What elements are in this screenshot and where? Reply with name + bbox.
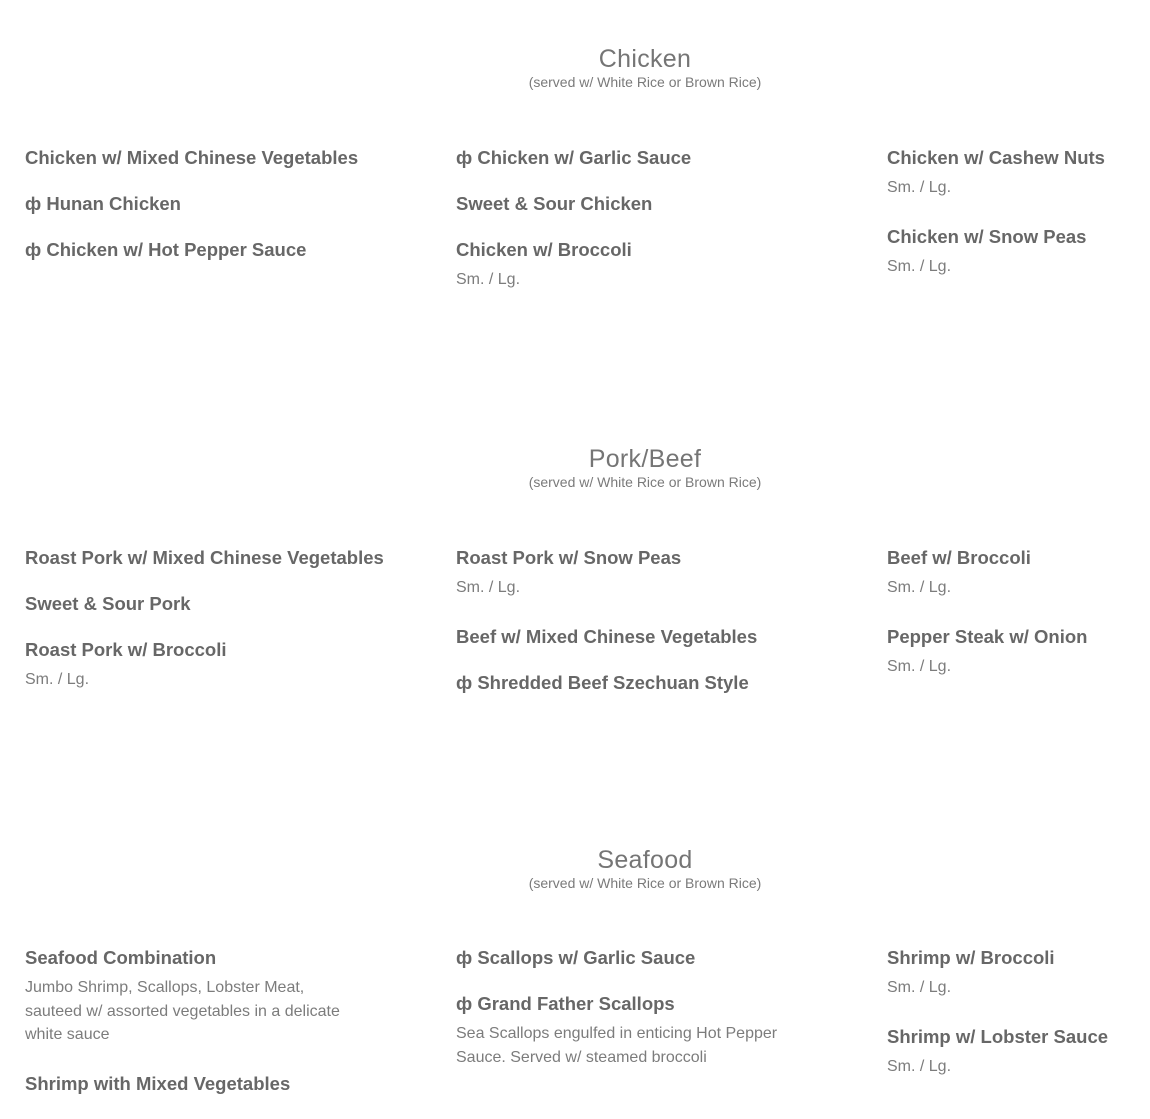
menu-item[interactable] <box>25 639 425 691</box>
menu-item[interactable] <box>887 1026 1147 1078</box>
menu-item-name: Shrimp w/ Lobster Sauce <box>887 1026 1109 1047</box>
menu-item[interactable] <box>456 147 856 169</box>
menu-item-name: Roast Pork w/ Mixed Chinese Vegetables <box>25 547 384 568</box>
menu-item-name: Shrimp w/ Broccoli <box>887 947 1055 968</box>
menu-item[interactable] <box>456 193 856 215</box>
menu-item[interactable] <box>456 672 856 694</box>
menu-item-name: Seafood Combination <box>25 947 217 968</box>
menu-item[interactable] <box>25 147 425 169</box>
menu-item-sizes: Sm. / Lg. <box>25 671 90 688</box>
section-title: Seafood <box>597 846 693 874</box>
menu-item-name: ф Chicken w/ Garlic Sauce <box>456 147 692 168</box>
menu-item[interactable] <box>887 226 1147 278</box>
menu-column <box>25 147 425 285</box>
menu-item[interactable] <box>456 993 856 1069</box>
menu-item[interactable] <box>25 947 425 1047</box>
menu-item[interactable] <box>887 147 1147 199</box>
menu-item-sizes: Sm. / Lg. <box>887 979 952 996</box>
menu-item-name: ф Grand Father Scallops <box>456 993 675 1014</box>
menu-item-name: Chicken w/ Snow Peas <box>887 226 1087 247</box>
menu-item[interactable] <box>456 626 856 648</box>
menu-item[interactable] <box>25 547 425 569</box>
menu-item-name: Roast Pork w/ Snow Peas <box>456 547 682 568</box>
menu-item[interactable] <box>25 193 425 215</box>
menu-item[interactable] <box>456 547 856 599</box>
section-title: Chicken <box>598 45 692 73</box>
menu-item-name: Chicken w/ Mixed Chinese Vegetables <box>25 147 359 168</box>
menu-column <box>887 147 1147 302</box>
menu-item-name: Shrimp with Mixed Vegetables <box>25 1072 291 1094</box>
menu-item-name: Beef w/ Broccoli <box>887 547 1031 568</box>
menu-item-name: Chicken w/ Broccoli <box>456 239 632 260</box>
menu-item-name: Sweet & Sour Chicken <box>456 193 653 214</box>
menu-item[interactable] <box>456 239 856 291</box>
menu-column <box>456 947 856 1093</box>
menu-item-sizes: Sm. / Lg. <box>456 271 521 288</box>
section-title: Pork/Beef <box>588 445 702 473</box>
menu-item-sizes: Sm. / Lg. <box>887 1058 952 1075</box>
menu-item[interactable] <box>456 947 856 969</box>
menu-item[interactable] <box>25 593 425 615</box>
menu-item-name: Sweet & Sour Pork <box>25 593 191 614</box>
menu-item-description: Sea Scallops engulfed in enticing Hot Pepper Sauce. Served w/ steamed broccoli <box>456 1025 778 1066</box>
menu-item-name: ф Chicken w/ Hot Pepper Sauce <box>25 239 307 260</box>
menu-item[interactable] <box>887 547 1147 599</box>
menu-column <box>887 947 1147 1102</box>
menu-item-name: Beef w/ Mixed Chinese Vegetables <box>456 626 758 647</box>
menu-item-sizes: Sm. / Lg. <box>456 579 521 596</box>
menu-item-sizes: Sm. / Lg. <box>887 258 952 275</box>
menu-item-name: Chicken w/ Cashew Nuts <box>887 147 1105 168</box>
menu-item[interactable] <box>25 239 425 261</box>
menu-item-sizes: Sm. / Lg. <box>887 179 952 196</box>
menu-column <box>456 147 856 315</box>
menu-item[interactable] <box>887 947 1147 999</box>
section-subtitle: (served w/ White Rice or Brown Rice) <box>528 875 762 891</box>
menu-item-description: Jumbo Shrimp, Scallops, Lobster Meat, sauteed w/ assorted vegetables in a delicate white sauce <box>25 979 340 1043</box>
menu-item-name: Roast Pork w/ Broccoli <box>25 639 227 660</box>
menu-item-name: ф Shredded Beef Szechuan Style <box>456 672 749 693</box>
menu-item-sizes: Sm. / Lg. <box>887 658 952 675</box>
menu-column <box>25 547 425 715</box>
menu-item-sizes: Sm. / Lg. <box>887 579 952 596</box>
menu-item[interactable] <box>887 626 1147 678</box>
menu-column <box>456 547 856 718</box>
menu-item-name: Pepper Steak w/ Onion <box>887 626 1088 647</box>
menu-item-name: ф Scallops w/ Garlic Sauce <box>456 947 696 968</box>
menu-column <box>887 547 1147 702</box>
section-subtitle: (served w/ White Rice or Brown Rice) <box>528 74 762 90</box>
menu-column <box>25 947 425 1119</box>
menu-item-name: ф Hunan Chicken <box>25 193 181 214</box>
menu-item[interactable] <box>25 1073 425 1095</box>
section-subtitle: (served w/ White Rice or Brown Rice) <box>528 474 762 490</box>
